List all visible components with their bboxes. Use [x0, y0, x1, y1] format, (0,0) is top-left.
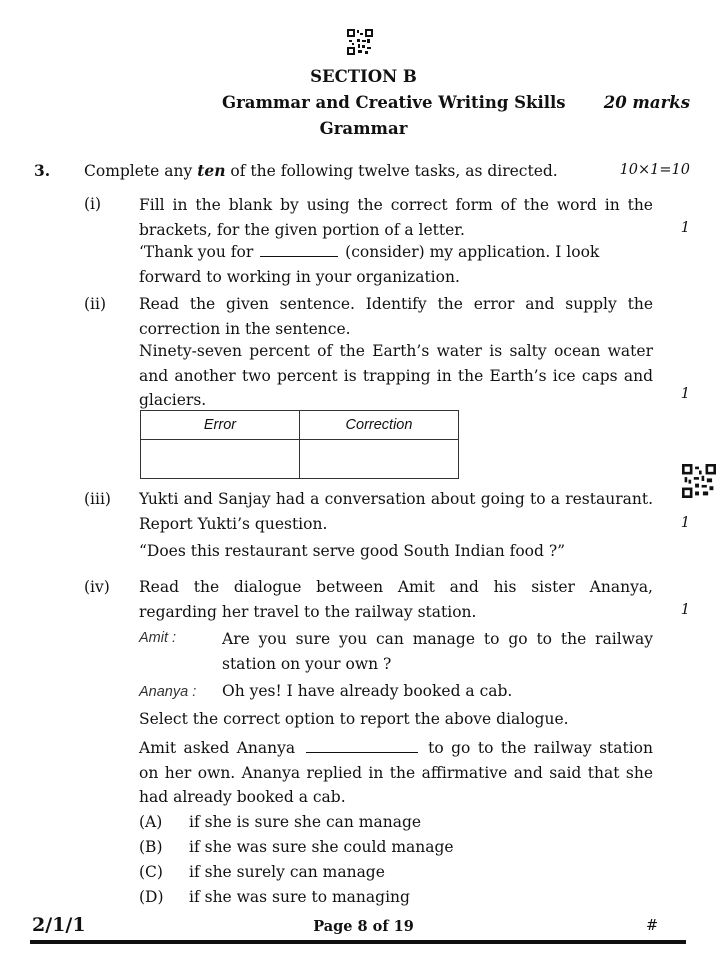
table-header-error: Error [141, 411, 300, 440]
item-i-quote: ‘Thank you for (consider) my application. I look forward to working in your organization. [139, 243, 600, 286]
item-marks: 1 [680, 515, 690, 531]
option-label: (A) [139, 813, 163, 831]
item-number: (iv) [84, 578, 110, 596]
error-correction-table [140, 410, 459, 479]
item-number: (iii) [84, 490, 111, 508]
qr-code-icon [347, 29, 373, 55]
question-number: 3. [34, 161, 51, 180]
qr-code-icon [682, 464, 716, 498]
dialogue-speech: Oh yes! I have already booked a cab. [222, 682, 513, 700]
error-cell [141, 440, 300, 479]
table-header-correction: Correction [300, 411, 459, 440]
item-iii-quote: “Does this restaurant serve good South Indian food ?” [139, 542, 566, 560]
item-iv-instruction: Read the dialogue between Amit and his sister Ananya, regarding her travel to the railway station. [139, 578, 653, 621]
option-label: (C) [139, 863, 163, 881]
option-label: (D) [139, 888, 164, 906]
section-subtitle: Grammar and Creative Writing Skills [222, 93, 566, 112]
dialogue-speaker: Amit : [139, 630, 177, 646]
dialogue-speaker: Ananya : [139, 684, 197, 700]
dialogue-speech: Are you sure you can manage to go to the railway station on your own ? [222, 630, 653, 673]
question-marks: 10×1=10 [619, 162, 690, 178]
item-i-instruction: Fill in the blank by using the correct form of the word in the brackets, for the given portion of a letter. [139, 196, 653, 239]
item-marks: 1 [680, 602, 690, 618]
option-text: if she was sure she could manage [189, 838, 454, 856]
item-number: (i) [84, 195, 102, 213]
item-number: (ii) [84, 295, 107, 313]
section-marks: 20 marks [603, 93, 690, 112]
item-iii-instruction: Yukti and Sanjay had a conversation about going to a restaurant. Report Yukti’s question. [139, 490, 653, 533]
item-marks: 1 [680, 386, 690, 402]
item-ii-sentence: Ninety-seven percent of the Earth’s water is salty ocean water and another two percent is trapping in the Earth’s ice caps and glaciers. [139, 342, 653, 409]
item-ii-instruction: Read the given sentence. Identify the error and supply the correction in the sentence. [139, 295, 653, 338]
item-marks: 1 [680, 220, 690, 236]
item-iv-report: Amit asked Ananya to go to the railway station on her own. Ananya replied in the affirmative and said that she had already booked a cab. [139, 739, 653, 806]
footer-rule [30, 940, 686, 944]
option-text: if she surely can manage [189, 863, 385, 881]
item-iv-select-instruction: Select the correct option to report the above dialogue. [139, 710, 569, 728]
question-instruction: Complete any ten of the following twelve tasks, as directed. [84, 161, 558, 180]
fill-blank [306, 752, 418, 753]
correction-cell [300, 440, 459, 479]
paper-code: 2/1/1 [32, 914, 86, 936]
page-number: Page 8 of 19 [313, 918, 414, 935]
option-label: (B) [139, 838, 163, 856]
option-text: if she is sure she can manage [189, 813, 422, 831]
hash-mark: # [646, 918, 659, 934]
option-text: if she was sure to managing [189, 888, 410, 906]
topic-title: Grammar [319, 119, 408, 138]
fill-blank [260, 256, 338, 257]
section-title: SECTION B [310, 67, 417, 86]
